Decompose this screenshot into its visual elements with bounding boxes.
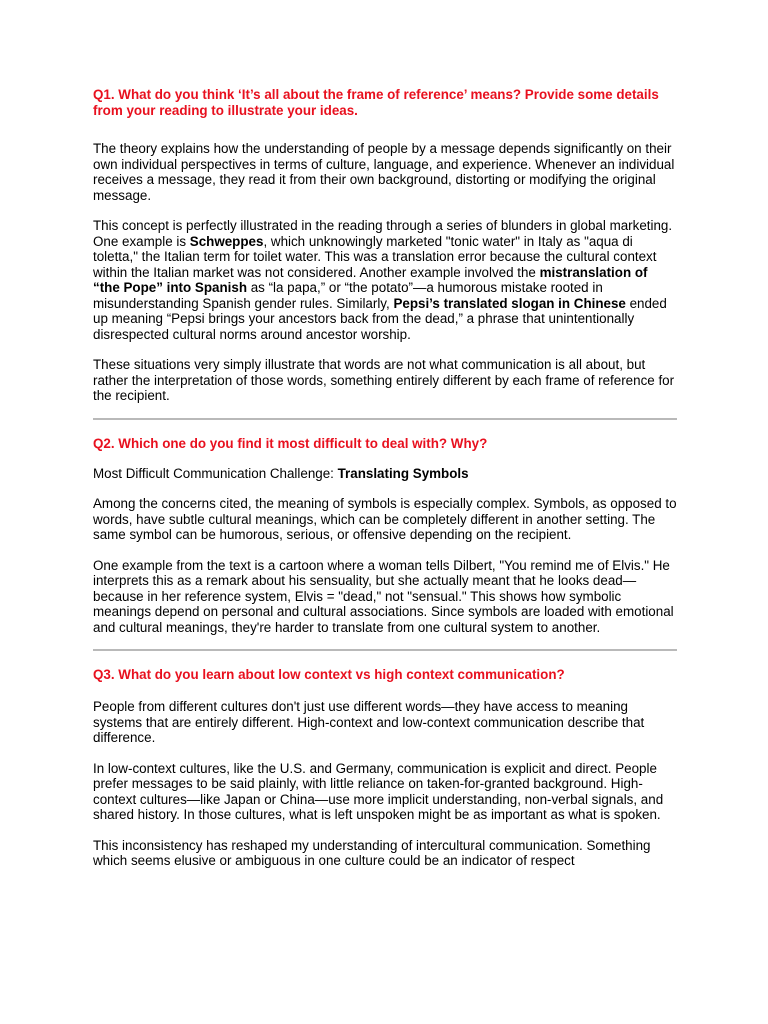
q3-paragraph-1: People from different cultures don't just use different words—they have access to meaning systems that are entirely different. High-context and low-context communication describe that difference. [93,699,645,745]
q2-paragraph-2: One example from the text is a cartoon where a woman tells Dilbert, "You remind me of Elvis." He interprets this as a remark about his sensuality, but she actually meant that he looks dead—because in her reference system, Elvis = "dead," not "sensual." This shows how symbolic meanings depend on personal and cultural associations. Since symbols are loaded with emotional and cultural meanings, they're harder to translate from one cultural system to another. [93,557,674,635]
q1-p2-text-a: This concept is perfectly illustrated in the reading through a series of blunders in global marketing. One example is [93,218,673,249]
q3-paragraph-3: This inconsistency has reshaped my understanding of intercultural communication. Something which seems elusive or ambiguous in one culture could be an indicator of respect [93,837,651,868]
q3-paragraph-2: In low-context cultures, like the U.S. and Germany, communication is explicit and direct. People prefer messages to be said plainly, with little reliance on taken-for-granted background. High-context cultures—like Japan or China—use more implicit understanding, non-verbal signals, and shared history. In those cultures, what is left unspoken might be as important as what is spoken. [93,760,664,822]
q2-paragraph-1: Among the concerns cited, the meaning of symbols is especially complex. Symbols, as opposed to words, have subtle cultural meanings, which can be completely different in another setting. The same symbol can be humorous, serious, or offensive depending on the recipient. [93,496,677,542]
q1-paragraph-1: The theory explains how the understanding of people by a message depends significantly on their own individual perspectives in terms of culture, language, and experience. Whenever an individual receives a message, they read it from their own background, distorting or modifying the original message. [93,141,675,203]
q1-p2-bold-schweppes: Schweppes [189,233,264,249]
document-page [93,87,677,869]
q1-p2-text-c: , which unknowingly marketed "tonic water" in Italy as "aqua di toletta," the Italian term for toilet water. This was a translation error because the cultural context within the Italian market was not considered. Another example involved the [93,233,657,280]
q1-paragraph-3: These situations very simply illustrate that words are not what communication is all about, but rather the interpretation of those words, something entirely different by each frame of reference for the recipient. [93,357,675,403]
q1-p2-text-g: ended up meaning “Pepsi brings your ancestors back from the dead,” a phrase that unintentionally disrespected cultural norms around ancestor worship. [93,295,667,342]
q1-paragraph-2 [93,218,677,342]
q2-heading: Q2. Which one do you find it most difficult to deal with? Why? [93,435,488,451]
q1-p2-bold-pope: mistranslation of “the Pope” into Spanish [93,264,648,295]
q1-p2-bold-pepsi: Pepsi’s translated slogan in Chinese [393,295,626,311]
q3-heading: Q3. What do you learn about low context vs high context communication? [93,667,565,682]
q2-label-bold: Translating Symbols [337,465,469,481]
q1-p2-text-e: as “la papa,” or “the potato”—a humorous mistake rooted in misunderstanding Spanish gender rules. Similarly, [93,280,603,311]
q1-heading: Q1. What do you think ‘It’s all about the frame of reference’ means? Provide some details from your reading to illustrate your ideas. [93,87,659,118]
q2-label [93,466,677,482]
q2-label-text: Most Difficult Communication Challenge: [93,465,338,481]
